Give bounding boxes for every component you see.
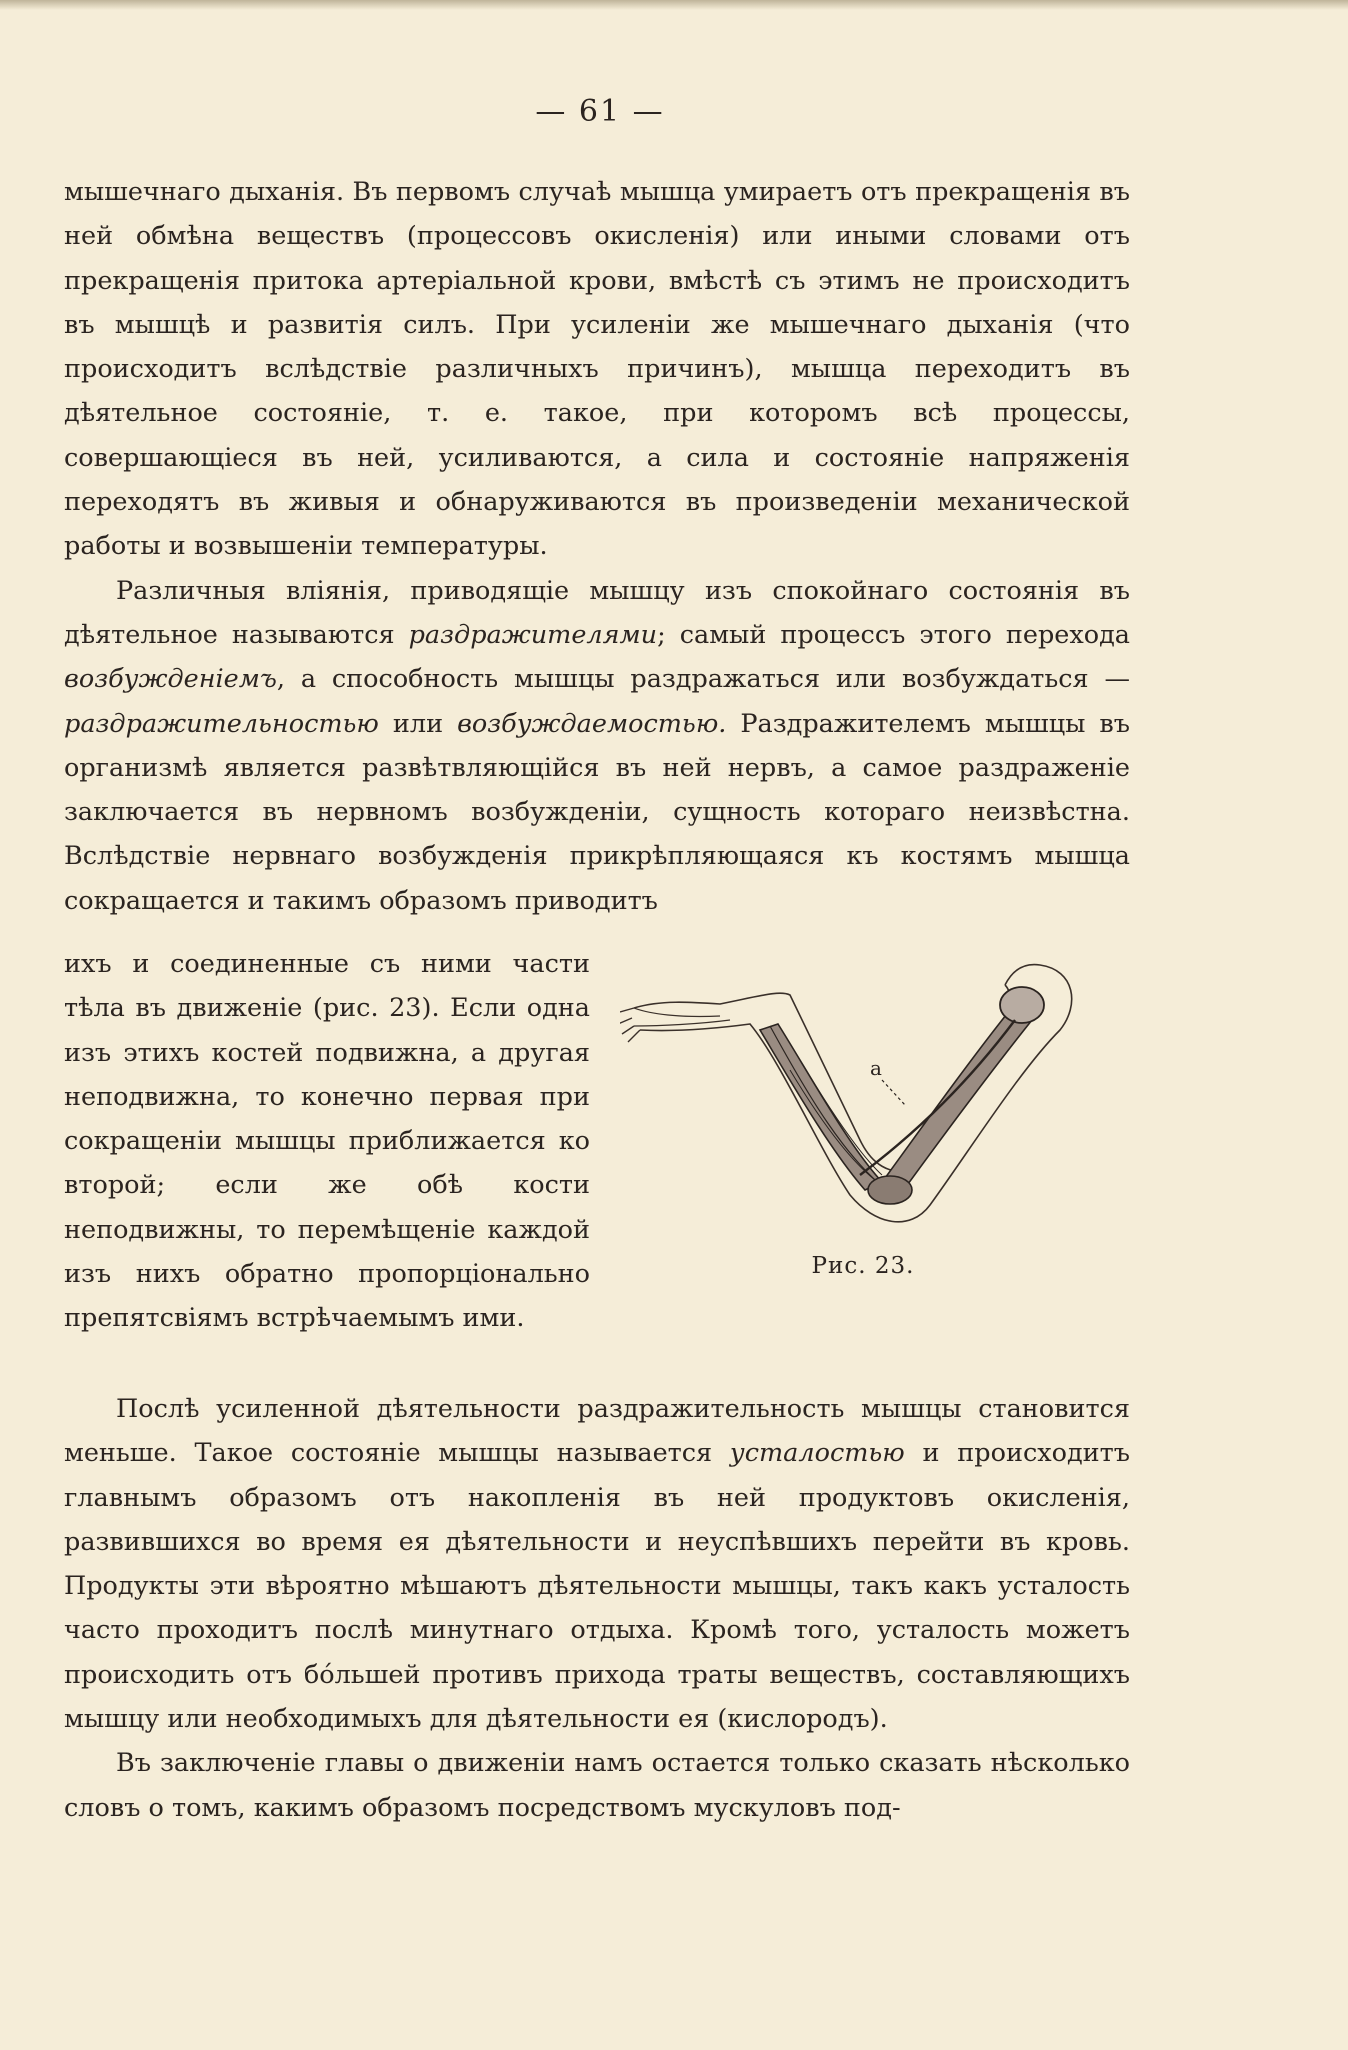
term-excitability: возбуждаемостью.	[457, 708, 727, 739]
paragraph-2	[64, 569, 1130, 923]
figure-label-a: a	[870, 1056, 882, 1080]
paragraph-2-part-5: Раздражителемъ мышцы въ организмѣ является развѣтвляющійся въ ней нервъ, а самое раздраженіе заключается въ нервномъ возбужденіи, сущность котораго неизвѣстна. Вслѣдствіе нервнаго возбужденія прикрѣпляющаяся къ костямъ мышца сокращается и такимъ образомъ приводитъ	[64, 708, 1130, 916]
text-block-bottom	[64, 1387, 1130, 1830]
fingers	[620, 1008, 640, 1042]
paragraph-1: мышечнаго дыханія. Въ первомъ случаѣ мышца умираетъ отъ прекращенія въ ней обмѣна веществъ (процессовъ окисленія) или иными словами отъ прекращенія притока артеріальной крови, вмѣстѣ съ этимъ не происходитъ въ мышцѣ и развитія силъ. При усиленіи же мышечнаго дыханія (что происходитъ вслѣдствіе различныхъ причинъ), мышца переходитъ въ дѣятельное состояніе, т. е. такое, при которомъ всѣ процессы, совершающіеся въ ней, усиливаются, а сила и состояніе напряженія переходятъ въ живыя и обнаруживаются въ произведеніи механической работы и возвышеніи температуры.	[64, 177, 1130, 562]
shoulder-joint	[1000, 987, 1044, 1023]
paragraph-3-part-1: Послѣ усиленной дѣятельности раздражительность мышцы становится меньше. Такое состояніе мышцы называется	[64, 1394, 1130, 1469]
paragraph-2-part-1: Различныя вліянія, приводящіе мышцу изъ спокойнаго состоянія въ дѣятельное называются	[64, 575, 1130, 650]
paragraph-3	[64, 1387, 1130, 1741]
arm-drawing	[620, 950, 1120, 1250]
page-edge	[0, 0, 1348, 10]
hand	[634, 1008, 730, 1026]
term-irritability: раздражительностью	[64, 708, 379, 739]
paragraph-3-part-2: и происходитъ главнымъ образомъ отъ накопленія въ ней продуктовъ окисленія, развившихся во время ея дѣятельности и неуспѣвшихъ перейти въ кровь. Продукты эти вѣроятно мѣшаютъ дѣятельности мышцы, такъ какъ усталость часто проходитъ послѣ минутнаго отдыха. Кромѣ того, усталость можетъ происходить отъ бóльшей противъ прихода траты веществъ, составляющихъ мышцу или необходимыхъ для дѣятельности ея (кислородъ).	[64, 1438, 1130, 1735]
term-excitation: возбужденіемъ	[64, 664, 277, 695]
forearm-bone	[760, 1024, 882, 1190]
paragraph-4: Въ заключеніе главы о движеніи намъ остается только сказать нѣсколько словъ о томъ, какимъ образомъ посредствомъ мускуловъ под-	[64, 1748, 1130, 1823]
paragraph-2-part-2: ; самый процессъ этого перехода	[657, 619, 1131, 650]
paragraph-2-continuation: ихъ и соединенные съ ними части тѣла въ движеніе (рис. 23). Если одна изъ этихъ костей подвижна, а другая неподвижна, то конечно первая при сокращеніи мышцы приближается ко второй; если же обѣ кости неподвижны, то перемѣщеніе каждой изъ нихъ обратно пропорціонально препятсвіямъ встрѣчаемымъ ими.	[64, 949, 590, 1334]
paragraph-2-part-4: или	[378, 708, 458, 739]
page-number: — 61 —	[535, 94, 665, 129]
figure-arm-illustration	[620, 950, 1120, 1250]
text-beside-figure	[64, 942, 590, 1341]
paragraph-2-part-3: , а способность мышцы раздражаться или возбуждаться —	[276, 664, 1130, 695]
arm-outline	[634, 985, 1010, 1171]
term-irritants: раздражителями	[408, 619, 658, 650]
term-fatigue: усталостью	[729, 1438, 905, 1469]
text-block-top	[64, 170, 1130, 923]
label-a-pointer	[882, 1080, 905, 1105]
figure-caption: Рис. 23.	[811, 1253, 915, 1279]
